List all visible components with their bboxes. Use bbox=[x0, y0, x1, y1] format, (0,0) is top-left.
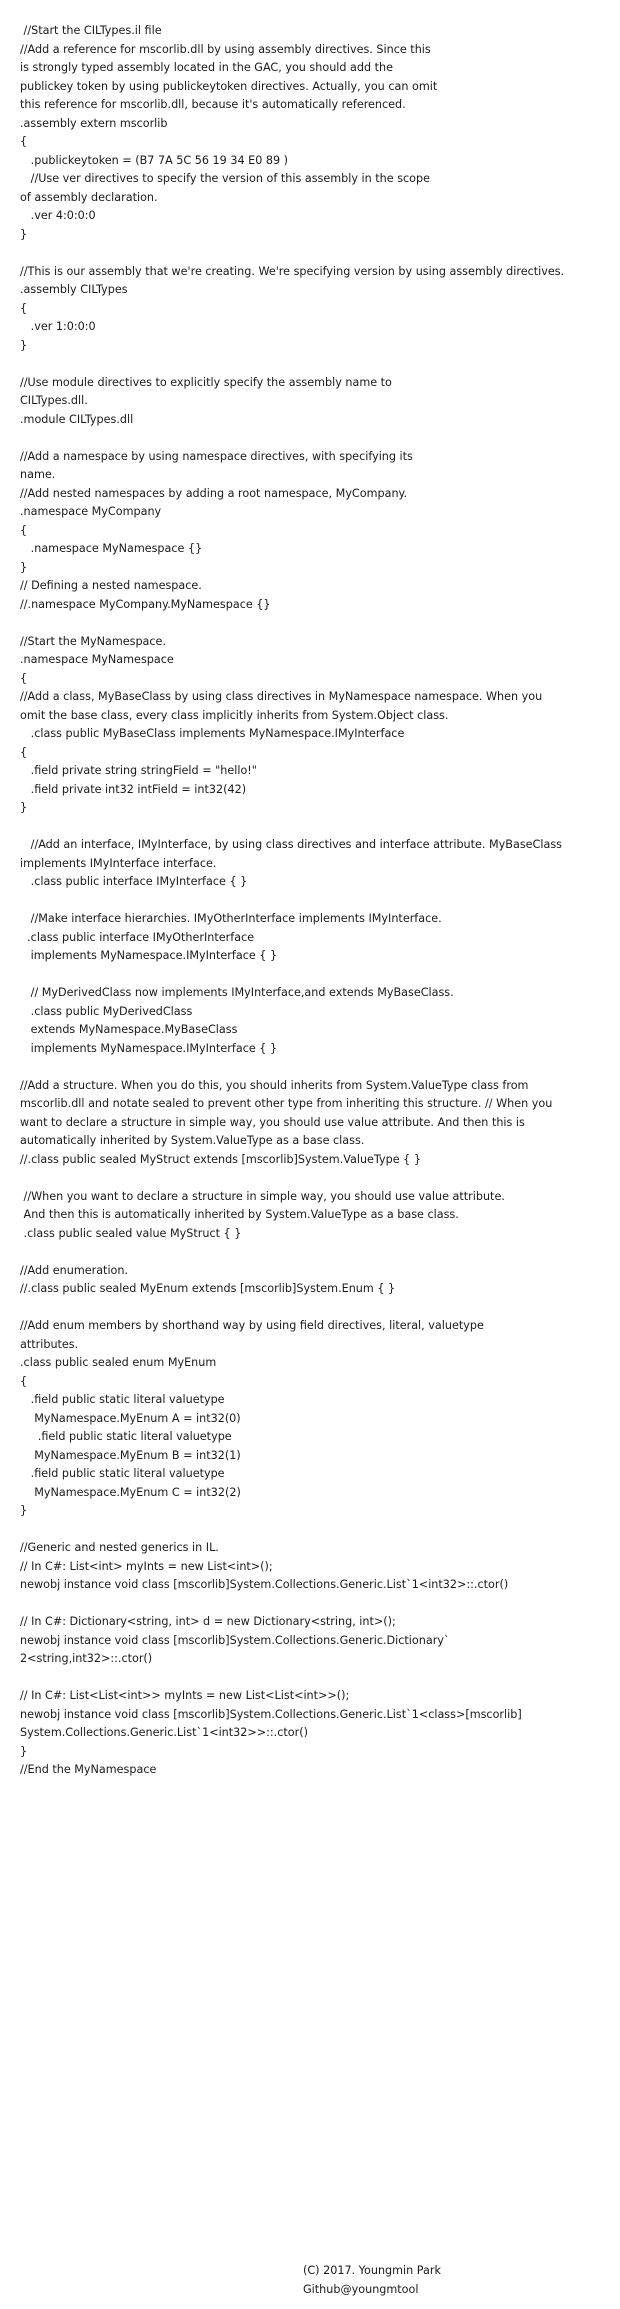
code-line: .publickeytoken = (B7 7A 5C 56 19 34 E0 89 ) bbox=[20, 153, 289, 167]
code-line: attributes. bbox=[20, 1337, 79, 1351]
code-line: .class public interface IMyOtherInterface bbox=[20, 930, 255, 944]
code-line: //Add enumeration. bbox=[20, 1263, 129, 1277]
copyright-text: (C) 2017. Youngmin Park bbox=[303, 2264, 441, 2277]
code-line: .module CILTypes.dll bbox=[20, 412, 134, 426]
code-line: .class public MyDerivedClass bbox=[20, 1004, 193, 1018]
code-line: CILTypes.dll. bbox=[20, 394, 88, 407]
code-line: { bbox=[20, 523, 28, 537]
code-line: newobj instance void class [mscorlib]System.Collections.Generic.Dictionary` bbox=[20, 1633, 450, 1647]
code-line: .namespace MyCompany bbox=[20, 505, 162, 518]
code-line: .class public sealed value MyStruct { } bbox=[20, 1226, 242, 1240]
code-line: } bbox=[20, 801, 28, 814]
blank-line bbox=[20, 892, 600, 911]
code-line: //Add a structure. When you do this, you should inherits from System.ValueType class from bbox=[20, 1078, 529, 1092]
blank-line bbox=[20, 1169, 600, 1188]
code-line: //Use ver directives to specify the version of this assembly in the scope bbox=[20, 172, 430, 185]
code-line: //Start the MyNamespace. bbox=[20, 634, 166, 648]
code-line: .field private int32 intField = int32(42) bbox=[20, 782, 247, 796]
code-line: 2<string,int32>::.ctor() bbox=[20, 1652, 153, 1665]
code-line: } bbox=[20, 1744, 28, 1758]
code-line: // In C#: Dictionary<string, int> d = new Dictionary<string, int>(); bbox=[20, 1615, 396, 1628]
blank-line bbox=[20, 1243, 600, 1262]
code-line: //Add a namespace by using namespace directives, with specifying its bbox=[20, 449, 413, 463]
code-line: //Add enum members by shorthand way by using field directives, literal, valuetype bbox=[20, 1319, 484, 1332]
code-line: //This is our assembly that we're creating. We're specifying version by using assembly directives. bbox=[20, 264, 565, 278]
code-line: omit the base class, every class implicitly inherits from System.Object class. bbox=[20, 708, 449, 722]
code-document bbox=[20, 22, 600, 1780]
code-line: //.class public sealed MyEnum extends [mscorlib]System.Enum { } bbox=[20, 1282, 396, 1295]
code-line: //Use module directives to explicitly specify the assembly name to bbox=[20, 375, 392, 389]
code-line: //End the MyNamespace bbox=[20, 1763, 157, 1776]
blank-line bbox=[20, 614, 600, 633]
code-line: .field public static literal valuetype bbox=[20, 1393, 225, 1406]
code-line: automatically inherited by System.ValueType as a base class. bbox=[20, 1134, 365, 1147]
code-line: } bbox=[20, 338, 28, 352]
code-line: //.class public sealed MyStruct extends [mscorlib]System.ValueType { } bbox=[20, 1152, 421, 1166]
code-line: is strongly typed assembly located in the GAC, you should add the bbox=[20, 61, 394, 74]
code-line: //When you want to declare a structure in simple way, you should use value attribute. bbox=[20, 1189, 505, 1203]
code-line: } bbox=[20, 560, 28, 574]
code-line: extends MyNamespace.MyBaseClass bbox=[20, 1023, 238, 1036]
code-line: mscorlib.dll and notate sealed to prevent other type from inheriting this structure. // When you bbox=[20, 1097, 553, 1110]
blank-line bbox=[20, 244, 600, 263]
code-line: newobj instance void class [mscorlib]System.Collections.Generic.List`1<int32>::.ctor() bbox=[20, 1578, 509, 1591]
code-line: { bbox=[20, 1374, 28, 1388]
code-line: implements MyNamespace.IMyInterface { } bbox=[20, 949, 278, 962]
blank-line bbox=[20, 1669, 600, 1688]
blank-line bbox=[20, 1058, 600, 1077]
code-line: .field public static literal valuetype bbox=[20, 1467, 225, 1480]
code-line: { bbox=[20, 301, 28, 315]
code-line: newobj instance void class [mscorlib]System.Collections.Generic.List`1<class>[mscorlib] bbox=[20, 1707, 522, 1721]
code-line: { bbox=[20, 135, 28, 148]
code-line: .class public sealed enum MyEnum bbox=[20, 1356, 217, 1369]
blank-line bbox=[20, 1521, 600, 1540]
blank-line bbox=[20, 355, 600, 374]
code-line: //Add nested namespaces by adding a root namespace, MyCompany. bbox=[20, 486, 408, 500]
code-line: // MyDerivedClass now implements IMyInterface,and extends MyBaseClass. bbox=[20, 986, 454, 999]
code-line: // Defining a nested namespace. bbox=[20, 579, 202, 592]
code-line: //Make interface hierarchies. IMyOtherInterface implements IMyInterface. bbox=[20, 912, 442, 925]
blank-line bbox=[20, 1595, 600, 1614]
code-line: name. bbox=[20, 468, 56, 481]
code-line: .field private string stringField = "hello!" bbox=[20, 764, 257, 777]
code-line: //Add a class, MyBaseClass by using class directives in MyNamespace namespace. When you bbox=[20, 690, 543, 703]
code-line: .field public static literal valuetype bbox=[20, 1430, 232, 1443]
code-line: { bbox=[20, 671, 28, 685]
code-line: implements IMyInterface interface. bbox=[20, 856, 217, 870]
code-line: want to declare a structure in simple way, you should use value attribute. And then this is bbox=[20, 1115, 525, 1129]
code-line: this reference for mscorlib.dll, because it's automatically referenced. bbox=[20, 98, 406, 111]
blank-line bbox=[20, 429, 600, 448]
footer bbox=[0, 2262, 620, 2299]
code-line: // In C#: List<List<int>> myInts = new List<List<int>>(); bbox=[20, 1689, 350, 1702]
code-line: System.Collections.Generic.List`1<int32>>::.ctor() bbox=[20, 1726, 308, 1739]
code-line: .namespace MyNamespace bbox=[20, 653, 174, 666]
code-line: { bbox=[20, 745, 28, 759]
code-line: .class public interface IMyInterface { } bbox=[20, 875, 248, 888]
code-line: } bbox=[20, 227, 28, 241]
code-line: of assembly declaration. bbox=[20, 190, 158, 204]
code-line: MyNamespace.MyEnum B = int32(1) bbox=[20, 1448, 241, 1462]
code-line: // In C#: List<int> myInts = new List<int>(); bbox=[20, 1559, 273, 1573]
code-line: .ver 4:0:0:0 bbox=[20, 209, 96, 222]
github-text: Github@youngmtool bbox=[303, 2282, 419, 2296]
code-line: MyNamespace.MyEnum C = int32(2) bbox=[20, 1485, 241, 1499]
code-line: //Generic and nested generics in IL. bbox=[20, 1541, 219, 1554]
code-line: implements MyNamespace.IMyInterface { } bbox=[20, 1041, 278, 1055]
code-line: } bbox=[20, 1504, 28, 1517]
code-line: .namespace MyNamespace {} bbox=[20, 542, 203, 555]
code-line: //Add a reference for mscorlib.dll by using assembly directives. Since this bbox=[20, 42, 431, 56]
blank-line bbox=[20, 1299, 600, 1318]
code-line: MyNamespace.MyEnum A = int32(0) bbox=[20, 1411, 241, 1425]
code-line: .assembly CILTypes bbox=[20, 283, 128, 296]
code-line: .ver 1:0:0:0 bbox=[20, 320, 96, 333]
code-line: //.namespace MyCompany.MyNamespace {} bbox=[20, 597, 271, 611]
blank-line bbox=[20, 966, 600, 985]
code-line: publickey token by using publickeytoken directives. Actually, you can omit bbox=[20, 79, 438, 93]
code-line: //Start the CILTypes.il file bbox=[20, 24, 162, 37]
code-line: //Add an interface, IMyInterface, by using class directives and interface attribute. MyBaseClass bbox=[20, 838, 562, 851]
blank-line bbox=[20, 818, 600, 837]
code-line: .class public MyBaseClass implements MyNamespace.IMyInterface bbox=[20, 727, 405, 740]
code-line: And then this is automatically inherited by System.ValueType as a base class. bbox=[20, 1208, 459, 1221]
code-line: .assembly extern mscorlib bbox=[20, 116, 168, 130]
